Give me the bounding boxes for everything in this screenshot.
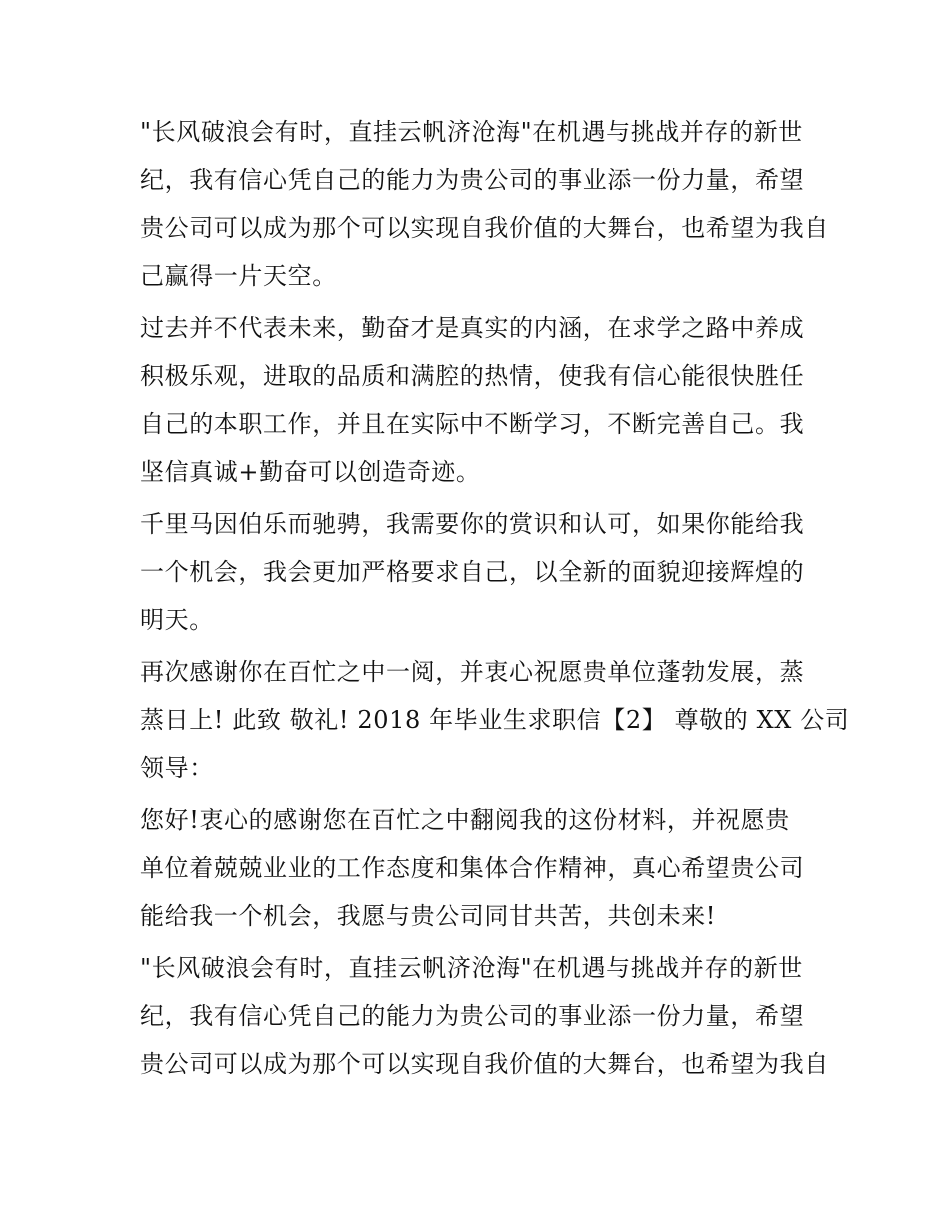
text-line: 一个机会，我会更加严格要求自己，以全新的面貌迎接辉煌的 bbox=[140, 558, 805, 586]
paragraph bbox=[140, 304, 820, 496]
text-line: 蒸日上! 此致 敬礼! 2018 年毕业生求职信【2】 尊敬的 XX 公司 bbox=[140, 706, 850, 734]
text-line: 能给我一个机会，我愿与贵公司同甘共苦，共创未来! bbox=[140, 902, 717, 930]
text-line: 坚信真诚+勤奋可以创造奇迹。 bbox=[140, 458, 481, 486]
paragraph bbox=[140, 108, 829, 300]
text-line: 纪，我有信心凭自己的能力为贵公司的事业添一份力量，希望 bbox=[140, 1002, 805, 1030]
paragraph bbox=[140, 648, 850, 792]
paragraph bbox=[140, 796, 820, 940]
text-line: 纪，我有信心凭自己的能力为贵公司的事业添一份力量，希望 bbox=[140, 166, 805, 194]
text-line: 己赢得一片天空。 bbox=[140, 262, 337, 290]
document-body bbox=[140, 108, 850, 1088]
paragraph bbox=[140, 500, 820, 644]
text-line: "长风破浪会有时，直挂云帆济沧海"在机遇与挑战并存的新世 bbox=[140, 954, 803, 982]
text-line: 明天。 bbox=[140, 606, 214, 634]
text-line: 贵公司可以成为那个可以实现自我价值的大舞台，也希望为我自 bbox=[140, 1050, 829, 1078]
text-line: 贵公司可以成为那个可以实现自我价值的大舞台，也希望为我自 bbox=[140, 214, 829, 242]
text-line: "长风破浪会有时，直挂云帆济沧海"在机遇与挑战并存的新世 bbox=[140, 118, 803, 146]
text-line: 领导： bbox=[140, 754, 214, 782]
text-line: 自己的本职工作，并且在实际中不断学习，不断完善自己。我 bbox=[140, 410, 805, 438]
text-line: 再次感谢你在百忙之中一阅，并衷心祝愿贵单位蓬勃发展，蒸 bbox=[140, 658, 805, 686]
text-line: 单位着兢兢业业的工作态度和集体合作精神，真心希望贵公司 bbox=[140, 854, 805, 882]
text-line: 过去并不代表未来，勤奋才是真实的内涵，在求学之路中养成 bbox=[140, 314, 805, 342]
text-line: 千里马因伯乐而驰骋，我需要你的赏识和认可，如果你能给我 bbox=[140, 510, 805, 538]
paragraph bbox=[140, 944, 829, 1088]
text-line: 积极乐观，进取的品质和满腔的热情，使我有信心能很快胜任 bbox=[140, 362, 805, 390]
text-line: 您好!衷心的感谢您在百忙之中翻阅我的这份材料，并祝愿贵 bbox=[140, 806, 790, 834]
